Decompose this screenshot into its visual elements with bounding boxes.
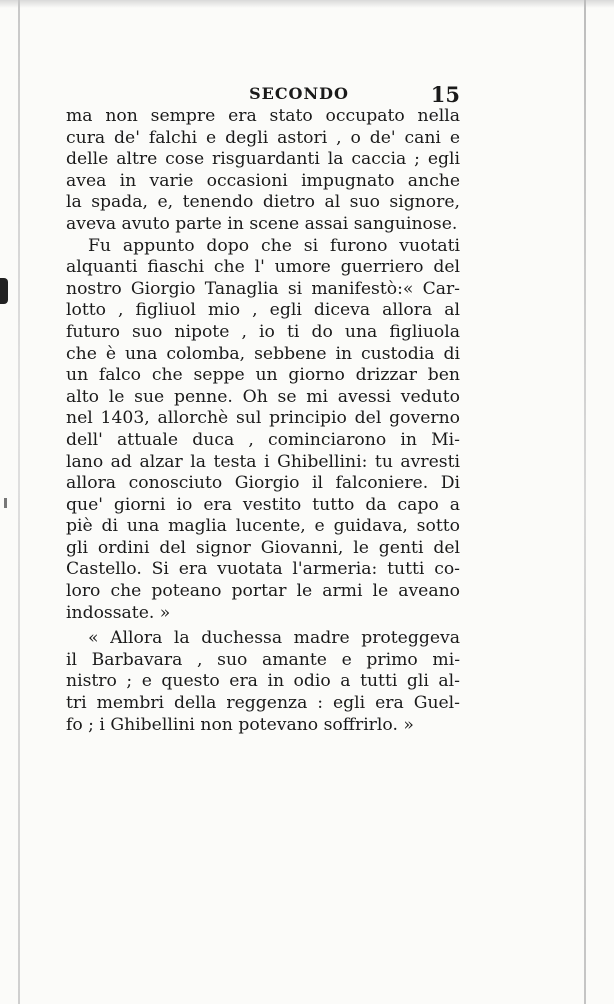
text-line: lotto , figliuol mio , egli diceva allora al — [66, 300, 460, 321]
running-head: SECONDO — [249, 84, 349, 103]
paragraph — [66, 236, 460, 625]
text-line: Fu appunto dopo che si furono vuotati — [88, 235, 460, 256]
text-line: la spada, e, tenendo dietro al suo signore, — [66, 192, 460, 213]
text-line: gli ordini del signor Giovanni, le genti del — [66, 537, 460, 558]
text-line: che è una colomba, sebbene in custodia di — [66, 343, 460, 364]
body-text — [66, 106, 460, 736]
scan-right-edge — [584, 0, 586, 1004]
text-line: un falco che seppe un giorno drizzar ben — [66, 365, 460, 386]
text-line: « Allora la duchessa madre proteggeva — [88, 628, 460, 649]
text-line: delle altre cose risguardanti la caccia ; egli — [66, 149, 460, 170]
text-line: fo ; i Ghibellini non potevano soffrirlo. » — [66, 714, 414, 735]
text-line: piè di una maglia lucente, e guidava, sotto — [66, 516, 460, 537]
text-line: ma non sempre era stato occupato nella — [66, 106, 460, 126]
text-line: loro che poteano portar le armi le aveano — [66, 581, 460, 602]
text-line: avea in varie occasioni impugnato anche — [66, 170, 460, 191]
scan-small-mark — [4, 498, 7, 508]
text-line: nostro Giorgio Tanaglia si manifestò:« Car- — [66, 278, 460, 299]
paragraph — [66, 106, 460, 236]
page-header — [68, 84, 460, 106]
text-line: il Barbavara , suo amante e primo mi- — [66, 649, 460, 670]
paragraph — [66, 628, 460, 736]
text-line: lano ad alzar la testa i Ghibellini: tu avresti — [66, 451, 460, 472]
text-line: Castello. Si era vuotata l'armeria: tutti co- — [66, 559, 460, 580]
text-line: nel 1403, allorchè sul principio del governo — [66, 408, 460, 429]
text-line: indossate. » — [66, 602, 171, 623]
scan-left-edge — [18, 0, 20, 1004]
text-line: que' giorni io era vestito tutto da capo a — [66, 494, 460, 515]
text-line: allora conosciuto Giorgio il falconiere. Di — [66, 473, 460, 494]
page-number: 15 — [430, 82, 460, 107]
text-line: alto le sue penne. Oh se mi avessi veduto — [66, 386, 460, 407]
text-line: futuro suo nipote , io ti do una figliuola — [66, 321, 460, 342]
text-line: alquanti fiaschi che l' umore guerriero del — [66, 257, 460, 278]
text-line: cura de' falchi e degli astori , o de' cani e — [66, 127, 460, 148]
scan-ink-mark — [0, 278, 8, 304]
text-line: dell' attuale duca , cominciarono in Mi- — [66, 429, 460, 450]
text-line: tri membri della reggenza : egli era Guel- — [66, 693, 460, 714]
text-line: aveva avuto parte in scene assai sanguinose. — [66, 213, 458, 234]
scan-top-edge — [0, 0, 614, 8]
text-line: nistro ; e questo era in odio a tutti gli al- — [66, 671, 460, 692]
